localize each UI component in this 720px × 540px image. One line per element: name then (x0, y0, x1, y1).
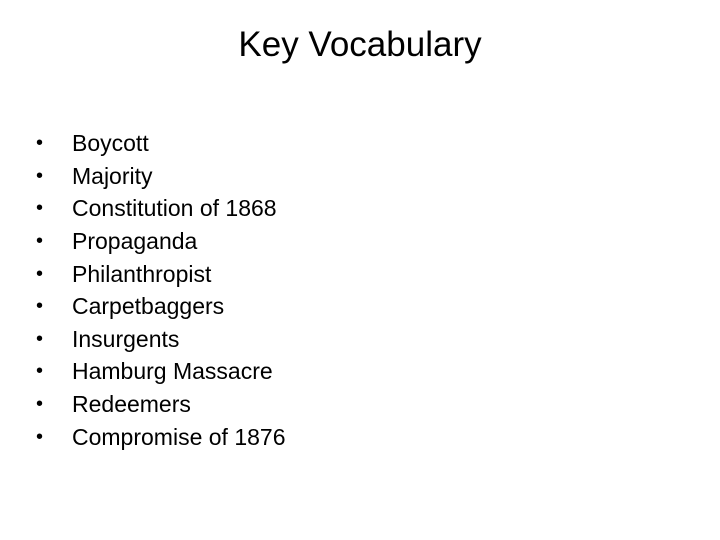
bullet-icon: • (36, 327, 44, 350)
bullet-icon: • (36, 425, 44, 448)
list-item-text: Compromise of 1876 (72, 423, 286, 450)
bullet-icon: • (36, 197, 44, 220)
list-item (36, 257, 286, 290)
list-item-text: Insurgents (72, 325, 180, 352)
bullet-icon: • (36, 360, 44, 383)
vocabulary-list (36, 127, 286, 453)
list-item-text: Boycott (72, 130, 149, 157)
bullet-icon: • (36, 164, 44, 187)
list-item-text: Majority (72, 162, 153, 189)
list-item (36, 225, 286, 258)
list-item (36, 355, 286, 388)
list-item (36, 127, 286, 160)
list-item-text: Carpetbaggers (72, 293, 225, 320)
bullet-icon: • (36, 132, 44, 155)
list-item-text: Hamburg Massacre (72, 358, 273, 385)
bullet-icon: • (36, 262, 44, 285)
list-item (36, 388, 286, 421)
list-item-text: Propaganda (72, 228, 198, 255)
list-item (36, 420, 286, 453)
slide-title: Key Vocabulary (238, 25, 482, 64)
list-item-text: Philanthropist (72, 260, 212, 287)
list-item (36, 323, 286, 356)
list-item-text: Redeemers (72, 391, 191, 418)
list-item (36, 290, 286, 323)
bullet-icon: • (36, 230, 44, 253)
bullet-icon: • (36, 393, 44, 416)
list-item (36, 192, 286, 225)
bullet-icon: • (36, 295, 44, 318)
list-item-text: Constitution of 1868 (72, 195, 277, 222)
list-item (36, 160, 286, 193)
